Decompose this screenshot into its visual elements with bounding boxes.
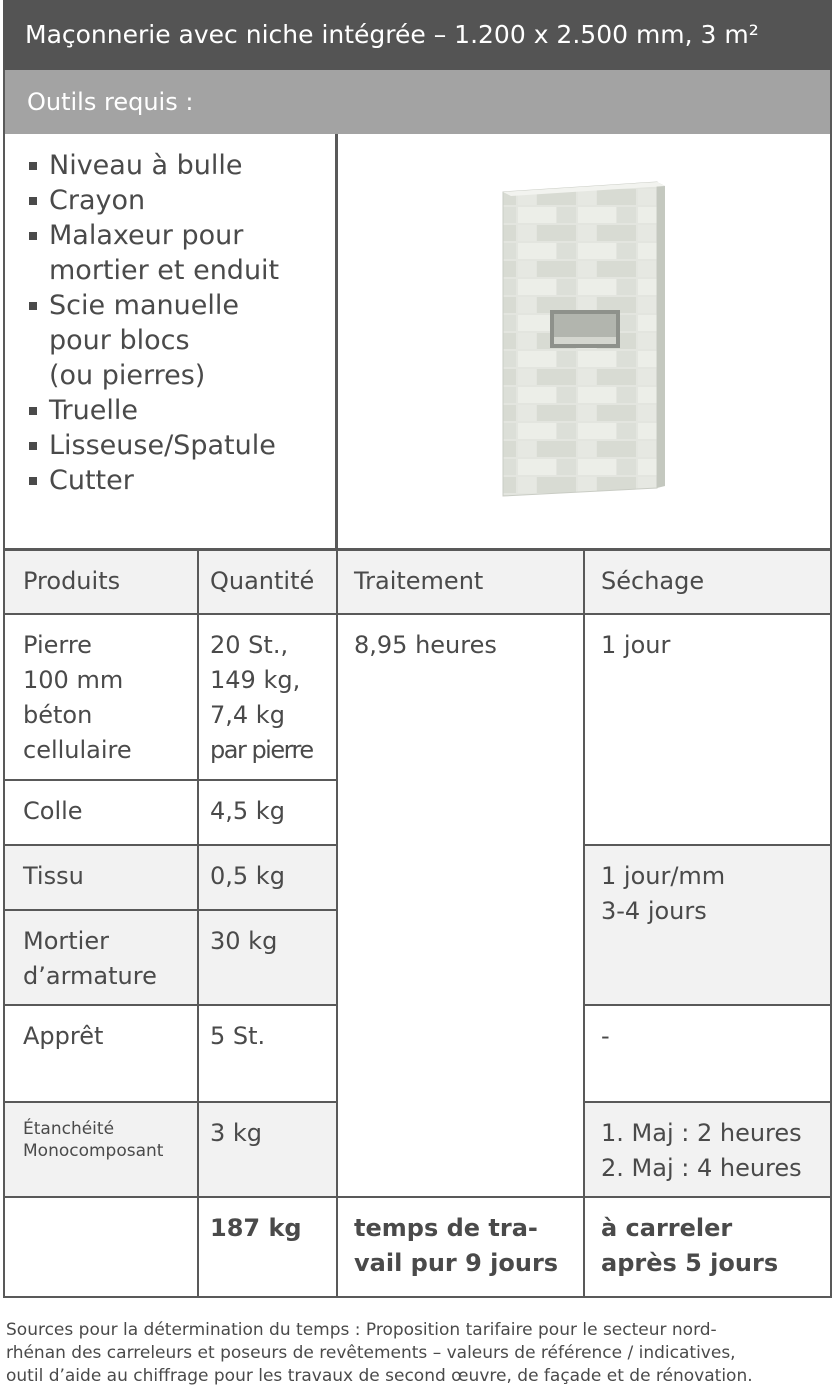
tool-item: Lisseuse/Spatule	[27, 428, 335, 463]
header-treatment: Traitement	[337, 550, 584, 614]
quantity-cell: 4,5 kg	[210, 797, 285, 825]
drying-cell: 1. Maj : 2 heures 2. Maj : 4 heures	[584, 1102, 832, 1197]
product-cell: Étanchéité Monocomposant	[3, 1102, 198, 1197]
product-cell: Tissu	[3, 845, 198, 910]
header-quantity: Quantité	[198, 550, 337, 614]
total-treatment: temps de tra- vail pur 9 jours	[354, 1214, 559, 1277]
quantity-cell: 20 St., 149 kg, 7,4 kg par pierre	[210, 631, 313, 764]
drying-cell: -	[601, 1022, 610, 1050]
product-cell: Pierre 100 mm béton cellulaire	[23, 631, 132, 764]
total-drying: à carreler après 5 jours	[601, 1214, 779, 1277]
tool-item: Cutter	[27, 463, 335, 498]
tool-item: Scie manuelle pour blocs (ou pierres)	[27, 288, 335, 393]
quantity-cell: 30 kg	[198, 910, 337, 1005]
tool-item: Niveau à bulle	[27, 148, 335, 183]
quantity-cell: 5 St.	[210, 1022, 266, 1050]
treatment-cell: 8,95 heures	[354, 631, 497, 659]
drying-cell: 1 jour	[601, 631, 671, 659]
tools-heading: Outils requis :	[3, 70, 832, 134]
total-quantity: 187 kg	[210, 1214, 302, 1242]
product-cell: Apprêt	[23, 1022, 104, 1050]
quantity-cell: 0,5 kg	[198, 845, 337, 910]
header-products: Produits	[3, 550, 198, 614]
header-drying: Séchage	[584, 550, 832, 614]
drying-cell: 1 jour/mm 3-4 jours	[584, 845, 832, 1005]
table-grid	[3, 0, 832, 1298]
spec-sheet	[3, 0, 832, 1298]
sources-footnote: Sources pour la détermination du temps : Proposition tarifaire pour le secteur nord- rhénan des carreleurs et poseurs de revêtements – valeurs de référence / indicatives, outil d’aide au chiffrage pour les travaux de second œuvre, de façade et de rénovation.	[6, 1320, 753, 1386]
tool-item: Malaxeur pour mortier et enduit	[27, 218, 335, 288]
quantity-cell: 3 kg	[198, 1102, 337, 1197]
tool-item: Truelle	[27, 393, 335, 428]
tool-item: Crayon	[27, 183, 335, 218]
product-cell: Mortier d’armature	[3, 910, 198, 1005]
sheet-title: Maçonnerie avec niche intégrée – 1.200 x 2.500 mm, 3 m²	[3, 0, 832, 70]
product-cell: Colle	[23, 797, 83, 825]
